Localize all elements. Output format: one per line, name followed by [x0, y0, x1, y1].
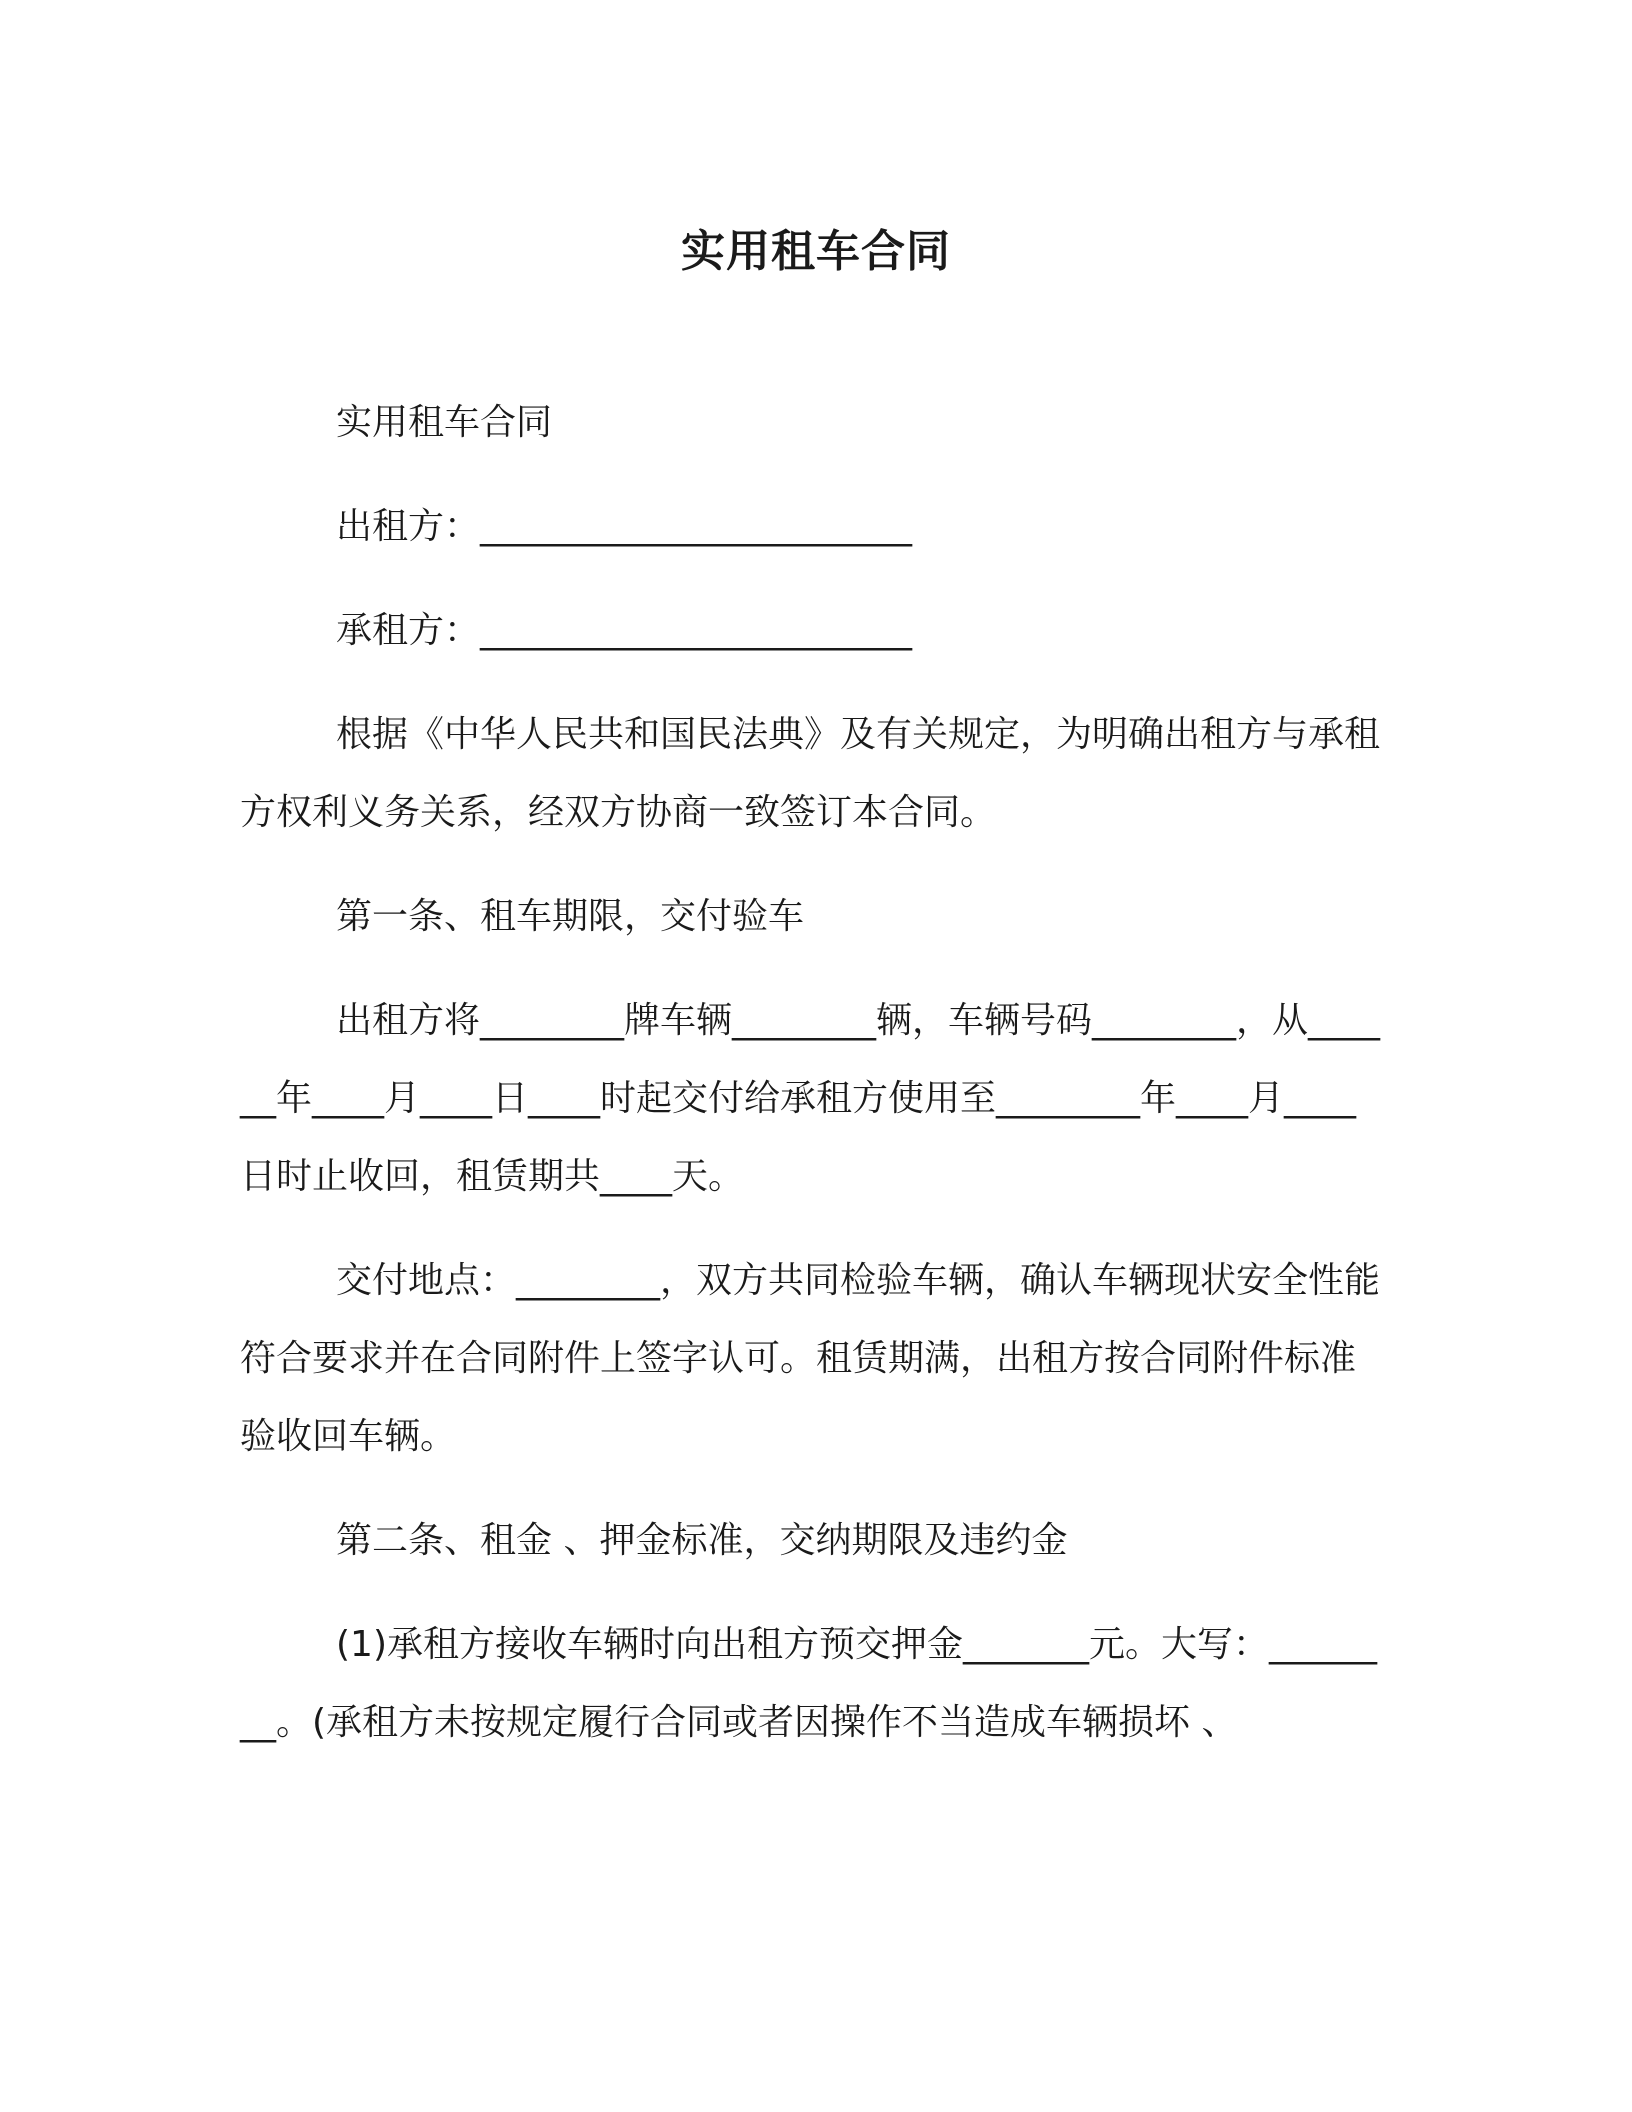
paragraph-article-1-heading: 第一条、租车期限，交付验车 [336, 896, 805, 937]
document-body [240, 384, 1380, 1788]
paragraph-heading: 实用租车合同 [336, 402, 553, 443]
paragraph-article-2-heading: 第二条、租金 、押金标准，交纳期限及违约金 [336, 1520, 1068, 1561]
paragraph-rental-term: 出租方将________牌车辆________辆，车辆号码________，从______年____月____日____时起交付给承租方使用至________年____月____日时止收回，租赁期共____天。 [240, 1000, 1381, 1197]
paragraph-lessee: 承租方：________________________ [336, 610, 913, 651]
paragraph-delivery-location: 交付地点：________，双方共同检验车辆，确认车辆现状安全性能符合要求并在合同附件上签字认可。租赁期满，出租方按合同附件标准验收回车辆。 [240, 1260, 1381, 1457]
document-title: 实用租车合同 [681, 226, 951, 277]
paragraph-deposit: (1)承租方接收车辆时向出租方预交押金_______元。大写：________。(承租方未按规定履行合同或者因操作不当造成车辆损坏 、 [240, 1624, 1377, 1743]
paragraph-preamble: 根据《中华人民共和国民法典》及有关规定，为明确出租方与承租方权利义务关系，经双方协商一致签订本合同。 [240, 714, 1381, 833]
paragraph-lessor: 出租方：________________________ [336, 506, 913, 547]
